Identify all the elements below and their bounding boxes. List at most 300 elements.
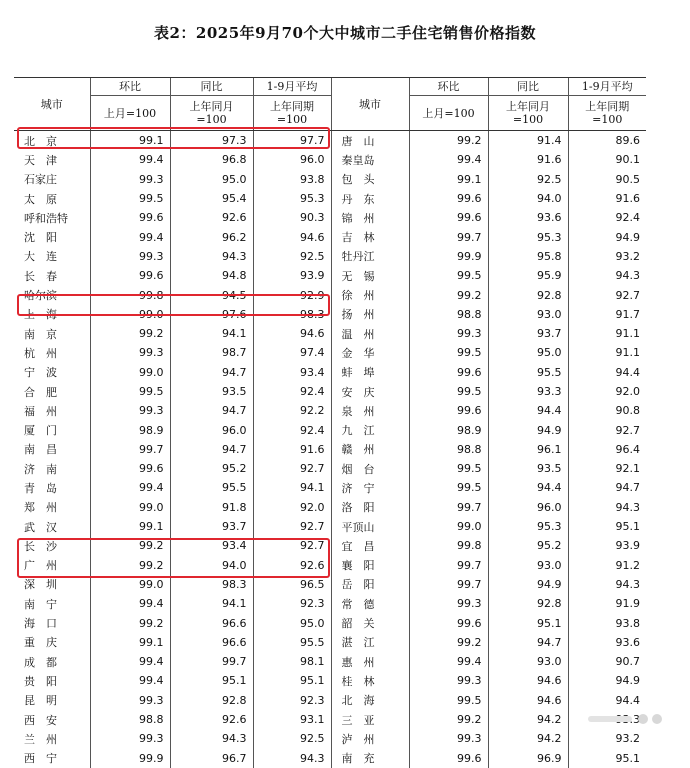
hb-cell: 99.4 xyxy=(90,652,170,671)
tb-cell: 95.3 xyxy=(488,227,568,246)
avg-cell: 92.4 xyxy=(253,382,331,401)
tb-sub-left: 上年同月 =100 xyxy=(170,96,253,131)
tb-cell: 95.1 xyxy=(170,671,253,690)
hb-cell: 98.8 xyxy=(90,710,170,729)
tb-cell: 97.3 xyxy=(170,131,253,151)
hb-cell: 99.3 xyxy=(90,729,170,748)
tb-cell: 93.4 xyxy=(170,536,253,555)
avg-cell: 90.3 xyxy=(253,208,331,227)
avg-cell: 98.1 xyxy=(253,652,331,671)
avg-cell: 92.3 xyxy=(253,594,331,613)
hb-cell: 99.0 xyxy=(90,305,170,324)
tb-cell: 92.8 xyxy=(170,691,253,710)
avg-cell: 93.9 xyxy=(253,266,331,285)
tb-cell: 95.9 xyxy=(488,266,568,285)
avg-cell: 92.4 xyxy=(568,208,646,227)
table-row xyxy=(14,710,646,729)
tb-cell: 96.8 xyxy=(170,150,253,169)
city-cell: 徐 州 xyxy=(331,285,409,304)
hb-cell: 99.4 xyxy=(90,150,170,169)
hb-cell: 99.0 xyxy=(90,498,170,517)
hb-cell: 99.3 xyxy=(90,170,170,189)
hb-header-right: 环比 xyxy=(409,78,488,96)
city-cell: 安 庆 xyxy=(331,382,409,401)
avg-cell: 93.9 xyxy=(568,536,646,555)
hb-cell: 99.1 xyxy=(90,131,170,151)
avg-cell: 96.4 xyxy=(568,440,646,459)
hb-cell: 99.2 xyxy=(409,710,488,729)
hb-cell: 99.3 xyxy=(90,247,170,266)
avg-cell: 92.6 xyxy=(253,556,331,575)
hb-cell: 99.2 xyxy=(409,633,488,652)
avg-cell: 94.6 xyxy=(253,227,331,246)
table-row xyxy=(14,749,646,768)
avg-cell: 92.4 xyxy=(253,420,331,439)
hb-cell: 99.3 xyxy=(409,324,488,343)
tb-cell: 91.6 xyxy=(488,150,568,169)
avg-cell: 95.1 xyxy=(568,749,646,768)
city-cell: 无 锡 xyxy=(331,266,409,285)
avg-cell: 94.6 xyxy=(253,324,331,343)
tb-cell: 94.9 xyxy=(488,420,568,439)
avg-cell: 91.1 xyxy=(568,324,646,343)
hb-cell: 99.2 xyxy=(90,324,170,343)
city-cell: 秦皇岛 xyxy=(331,150,409,169)
avg-cell: 92.7 xyxy=(253,517,331,536)
tb-cell: 94.9 xyxy=(488,575,568,594)
hb-cell: 99.7 xyxy=(409,575,488,594)
hb-cell: 99.5 xyxy=(409,459,488,478)
city-cell: 青 岛 xyxy=(24,481,57,495)
tb-cell: 94.3 xyxy=(170,247,253,266)
tb-cell: 94.7 xyxy=(170,440,253,459)
table-row xyxy=(14,633,646,652)
tb-cell: 94.7 xyxy=(488,633,568,652)
tb-cell: 94.1 xyxy=(170,324,253,343)
table-row xyxy=(14,170,646,189)
tb-cell: 96.6 xyxy=(170,633,253,652)
city-cell: 九 江 xyxy=(331,420,409,439)
city-cell: 石家庄 xyxy=(24,173,57,187)
tb-cell: 95.5 xyxy=(488,363,568,382)
city-cell: 岳 阳 xyxy=(331,575,409,594)
avg-cell: 94.9 xyxy=(568,227,646,246)
highlight-box-guangzhou-shenzhen xyxy=(17,538,330,578)
tb-cell: 94.7 xyxy=(170,363,253,382)
avg-cell: 94.4 xyxy=(568,691,646,710)
avg-cell: 92.7 xyxy=(253,459,331,478)
hb-cell: 99.1 xyxy=(90,633,170,652)
city-cell: 牡丹江 xyxy=(331,247,409,266)
hb-cell: 99.0 xyxy=(90,363,170,382)
avg-cell: 91.1 xyxy=(568,343,646,362)
hb-cell: 99.8 xyxy=(90,285,170,304)
table-row xyxy=(14,498,646,517)
city-cell: 贵 阳 xyxy=(24,674,57,688)
table-row xyxy=(14,420,646,439)
hb-cell: 99.6 xyxy=(409,613,488,632)
hb-cell: 99.5 xyxy=(409,691,488,710)
hb-cell: 99.6 xyxy=(90,459,170,478)
table-row xyxy=(14,382,646,401)
table-title: 表2：2025年9月70个大中城市二手住宅销售价格指数 xyxy=(154,24,536,42)
avg-cell: 92.0 xyxy=(253,498,331,517)
hb-cell: 99.9 xyxy=(409,247,488,266)
avg-cell: 91.6 xyxy=(568,189,646,208)
city-cell: 惠 州 xyxy=(331,652,409,671)
tb-cell: 96.0 xyxy=(488,498,568,517)
avg-cell: 94.9 xyxy=(568,671,646,690)
hb-cell: 99.4 xyxy=(409,652,488,671)
avg-cell: 91.9 xyxy=(568,594,646,613)
hb-cell: 99.2 xyxy=(409,285,488,304)
tb-header-right: 同比 xyxy=(488,78,568,96)
hb-cell: 99.4 xyxy=(90,671,170,690)
avg-cell: 93.6 xyxy=(568,633,646,652)
hb-cell: 99.4 xyxy=(90,227,170,246)
city-cell: 烟 台 xyxy=(331,459,409,478)
tb-cell: 92.5 xyxy=(488,170,568,189)
city-cell: 成 都 xyxy=(24,655,57,669)
city-cell: 深 圳 xyxy=(24,578,57,592)
tb-cell: 94.1 xyxy=(170,594,253,613)
city-cell: 泸 州 xyxy=(331,729,409,748)
city-header-left: 城市 xyxy=(14,78,90,131)
avg-sub-right: 上年同期 =100 xyxy=(568,96,646,131)
city-cell: 温 州 xyxy=(331,324,409,343)
city-cell: 金 华 xyxy=(331,343,409,362)
tb-cell: 95.3 xyxy=(488,517,568,536)
hb-cell: 99.6 xyxy=(409,189,488,208)
table-row xyxy=(14,247,646,266)
table-row xyxy=(14,459,646,478)
hb-cell: 99.6 xyxy=(409,749,488,768)
table-row xyxy=(14,478,646,497)
city-cell: 重 庆 xyxy=(24,636,57,650)
tb-cell: 94.7 xyxy=(170,401,253,420)
table-row xyxy=(14,343,646,362)
city-cell: 西 宁 xyxy=(24,752,57,766)
tb-cell: 92.6 xyxy=(170,208,253,227)
city-cell: 常 德 xyxy=(331,594,409,613)
tb-cell: 94.4 xyxy=(488,401,568,420)
avg-cell: 92.7 xyxy=(568,285,646,304)
avg-cell: 92.7 xyxy=(568,420,646,439)
hb-cell: 99.7 xyxy=(409,498,488,517)
hb-cell: 99.6 xyxy=(409,401,488,420)
tb-cell: 93.5 xyxy=(488,459,568,478)
tb-cell: 99.7 xyxy=(170,652,253,671)
highlight-box-beijing xyxy=(17,127,330,149)
avg-sub-left: 上年同期 =100 xyxy=(253,96,331,131)
hb-cell: 99.2 xyxy=(90,613,170,632)
tb-cell: 95.4 xyxy=(170,189,253,208)
avg-cell: 89.6 xyxy=(568,131,646,151)
tb-cell: 95.0 xyxy=(170,170,253,189)
city-cell: 杭 州 xyxy=(24,346,57,360)
avg-cell: 94.3 xyxy=(253,749,331,768)
tb-cell: 95.2 xyxy=(170,459,253,478)
avg-cell: 91.7 xyxy=(568,305,646,324)
avg-cell: 91.2 xyxy=(568,556,646,575)
tb-cell: 91.4 xyxy=(488,131,568,151)
table-row xyxy=(14,266,646,285)
hb-cell: 99.1 xyxy=(409,170,488,189)
avg-cell: 93.1 xyxy=(253,710,331,729)
city-cell: 武 汉 xyxy=(24,520,57,534)
table-row xyxy=(14,594,646,613)
avg-cell: 92.2 xyxy=(253,401,331,420)
tb-cell: 94.6 xyxy=(488,671,568,690)
tb-cell: 94.6 xyxy=(488,691,568,710)
hb-cell: 99.1 xyxy=(90,517,170,536)
hb-cell: 99.9 xyxy=(90,749,170,768)
city-cell: 大 连 xyxy=(24,250,57,264)
city-cell: 宁 波 xyxy=(24,366,57,380)
hb-sub-right: 上月=100 xyxy=(409,96,488,131)
avg-cell: 93.2 xyxy=(568,247,646,266)
city-cell: 蚌 埠 xyxy=(331,363,409,382)
hb-cell: 99.4 xyxy=(409,150,488,169)
avg-cell: 92.7 xyxy=(253,536,331,555)
avg-cell: 95.0 xyxy=(253,613,331,632)
hb-cell: 99.6 xyxy=(90,266,170,285)
hb-cell: 99.3 xyxy=(409,729,488,748)
table-row xyxy=(14,150,646,169)
city-cell: 包 头 xyxy=(331,170,409,189)
hb-cell: 99.5 xyxy=(409,343,488,362)
city-cell: 长 春 xyxy=(24,269,57,283)
city-cell: 济 宁 xyxy=(331,478,409,497)
avg-cell: 98.3 xyxy=(253,305,331,324)
city-cell: 上 海 xyxy=(24,308,57,322)
city-cell: 唐 山 xyxy=(331,131,409,151)
tb-sub-right: 上年同月 =100 xyxy=(488,96,568,131)
city-cell: 扬 州 xyxy=(331,305,409,324)
tb-cell: 94.0 xyxy=(488,189,568,208)
tb-cell: 93.0 xyxy=(488,556,568,575)
city-cell: 锦 州 xyxy=(331,208,409,227)
hb-cell: 99.3 xyxy=(90,343,170,362)
avg-cell: 95.3 xyxy=(253,189,331,208)
city-cell: 海 口 xyxy=(24,617,57,631)
avg-cell: 92.5 xyxy=(253,729,331,748)
avg-cell: 96.5 xyxy=(253,575,331,594)
avg-cell: 96.0 xyxy=(253,150,331,169)
tb-cell: 95.2 xyxy=(488,536,568,555)
tb-cell: 96.9 xyxy=(488,749,568,768)
city-cell: 济 南 xyxy=(24,462,57,476)
tb-cell: 94.4 xyxy=(488,478,568,497)
hb-cell: 99.0 xyxy=(409,517,488,536)
tb-cell: 93.0 xyxy=(488,305,568,324)
watermark xyxy=(588,710,668,728)
avg-cell: 92.5 xyxy=(253,247,331,266)
hb-cell: 99.7 xyxy=(409,227,488,246)
tb-cell: 94.3 xyxy=(170,729,253,748)
table-row xyxy=(14,517,646,536)
hb-cell: 99.6 xyxy=(90,208,170,227)
avg-cell: 90.8 xyxy=(568,401,646,420)
avg-cell: 92.0 xyxy=(568,382,646,401)
tb-cell: 92.6 xyxy=(170,710,253,729)
hb-header-left: 环比 xyxy=(90,78,170,96)
city-cell: 天 津 xyxy=(24,153,57,167)
avg-cell: 94.1 xyxy=(253,478,331,497)
hb-cell: 99.3 xyxy=(409,671,488,690)
avg-cell: 94.3 xyxy=(568,575,646,594)
hb-cell: 99.4 xyxy=(90,478,170,497)
avg-cell: 94.3 xyxy=(568,266,646,285)
avg-cell: 92.9 xyxy=(253,285,331,304)
avg-cell: 93.8 xyxy=(253,170,331,189)
table-row xyxy=(14,227,646,246)
city-cell: 赣 州 xyxy=(331,440,409,459)
avg-cell: 94.4 xyxy=(568,363,646,382)
avg-cell: 90.5 xyxy=(568,170,646,189)
table-row xyxy=(14,401,646,420)
hb-cell: 99.5 xyxy=(90,382,170,401)
city-cell: 南 充 xyxy=(331,749,409,768)
avg-cell: 95.1 xyxy=(253,671,331,690)
hb-cell: 98.8 xyxy=(409,305,488,324)
city-cell: 合 肥 xyxy=(24,385,57,399)
city-cell: 北 海 xyxy=(331,691,409,710)
tb-cell: 95.0 xyxy=(488,343,568,362)
hb-cell: 99.8 xyxy=(409,536,488,555)
city-cell: 厦 门 xyxy=(24,424,57,438)
city-cell: 长 沙 xyxy=(24,539,57,553)
hb-cell: 98.9 xyxy=(90,420,170,439)
city-cell: 福 州 xyxy=(24,404,57,418)
city-cell: 南 宁 xyxy=(24,597,57,611)
table-row xyxy=(14,208,646,227)
hb-sub-left: 上月=100 xyxy=(90,96,170,131)
table-row xyxy=(14,363,646,382)
city-cell: 兰 州 xyxy=(24,732,57,746)
city-cell: 北 京 xyxy=(24,134,57,148)
city-cell: 西 安 xyxy=(24,713,57,727)
tb-cell: 96.6 xyxy=(170,613,253,632)
city-cell: 韶 关 xyxy=(331,613,409,632)
avg-cell: 95.1 xyxy=(568,517,646,536)
tb-cell: 94.2 xyxy=(488,729,568,748)
tb-cell: 94.8 xyxy=(170,266,253,285)
tb-cell: 93.0 xyxy=(488,652,568,671)
tb-cell: 94.2 xyxy=(488,710,568,729)
table-row xyxy=(14,671,646,690)
tb-cell: 93.7 xyxy=(488,324,568,343)
hb-cell: 99.6 xyxy=(409,363,488,382)
city-cell: 泉 州 xyxy=(331,401,409,420)
tb-header-left: 同比 xyxy=(170,78,253,96)
city-cell: 哈尔滨 xyxy=(24,289,57,303)
tb-cell: 96.7 xyxy=(170,749,253,768)
city-cell: 广 州 xyxy=(24,559,57,573)
tb-cell: 93.5 xyxy=(170,382,253,401)
tb-cell: 98.3 xyxy=(170,575,253,594)
tb-cell: 97.6 xyxy=(170,305,253,324)
avg-cell: 94.3 xyxy=(568,498,646,517)
avg-cell: 91.6 xyxy=(253,440,331,459)
avg-header-left: 1-9月平均 xyxy=(253,78,331,96)
table-row xyxy=(14,189,646,208)
hb-cell: 99.3 xyxy=(409,594,488,613)
hb-cell: 99.5 xyxy=(409,478,488,497)
hb-cell: 99.5 xyxy=(409,266,488,285)
tb-cell: 94.0 xyxy=(170,556,253,575)
city-cell: 太 原 xyxy=(24,192,57,206)
hb-cell: 99.0 xyxy=(90,575,170,594)
tb-cell: 95.1 xyxy=(488,613,568,632)
hb-cell: 98.8 xyxy=(409,440,488,459)
city-cell: 三 亚 xyxy=(331,710,409,729)
city-cell: 昆 明 xyxy=(24,694,57,708)
avg-cell: 90.1 xyxy=(568,150,646,169)
avg-cell: 93.8 xyxy=(568,613,646,632)
tb-cell: 92.8 xyxy=(488,285,568,304)
tb-cell: 96.2 xyxy=(170,227,253,246)
city-cell: 南 京 xyxy=(24,327,57,341)
hb-cell: 99.3 xyxy=(90,691,170,710)
hb-cell: 99.2 xyxy=(409,131,488,151)
hb-cell: 99.6 xyxy=(409,208,488,227)
city-header-right: 城市 xyxy=(331,78,409,131)
hb-cell: 99.7 xyxy=(90,440,170,459)
highlight-box-shanghai xyxy=(17,294,330,316)
avg-header-right: 1-9月平均 xyxy=(568,78,646,96)
avg-cell: 93.4 xyxy=(253,363,331,382)
city-cell: 吉 林 xyxy=(331,227,409,246)
tb-cell: 96.0 xyxy=(170,420,253,439)
table-row xyxy=(14,652,646,671)
hb-cell: 99.3 xyxy=(90,401,170,420)
avg-cell: 92.3 xyxy=(253,691,331,710)
table-row xyxy=(14,440,646,459)
tb-cell: 96.1 xyxy=(488,440,568,459)
city-cell: 襄 阳 xyxy=(331,556,409,575)
avg-cell: 97.4 xyxy=(253,343,331,362)
tb-cell: 93.3 xyxy=(488,382,568,401)
avg-cell: 93.2 xyxy=(568,729,646,748)
city-cell: 南 昌 xyxy=(24,443,57,457)
avg-cell: 90.7 xyxy=(568,652,646,671)
tb-cell: 93.6 xyxy=(488,208,568,227)
city-cell: 郑 州 xyxy=(24,501,57,515)
city-cell: 湛 江 xyxy=(331,633,409,652)
avg-cell: 97.7 xyxy=(253,131,331,151)
tb-cell: 98.7 xyxy=(170,343,253,362)
hb-cell: 99.2 xyxy=(90,556,170,575)
tb-cell: 91.8 xyxy=(170,498,253,517)
hb-cell: 98.9 xyxy=(409,420,488,439)
city-cell: 呼和浩特 xyxy=(24,211,68,225)
tb-cell: 95.5 xyxy=(170,478,253,497)
city-cell: 洛 阳 xyxy=(331,498,409,517)
avg-cell: 94.7 xyxy=(568,478,646,497)
table-row xyxy=(14,691,646,710)
hb-cell: 99.4 xyxy=(90,594,170,613)
city-cell: 丹 东 xyxy=(331,189,409,208)
hb-cell: 99.7 xyxy=(409,556,488,575)
hb-cell: 99.5 xyxy=(90,189,170,208)
city-cell: 平顶山 xyxy=(331,517,409,536)
price-index-table xyxy=(14,77,646,768)
avg-cell: 95.5 xyxy=(253,633,331,652)
table-row xyxy=(14,324,646,343)
hb-cell: 99.2 xyxy=(90,536,170,555)
table-row xyxy=(14,613,646,632)
